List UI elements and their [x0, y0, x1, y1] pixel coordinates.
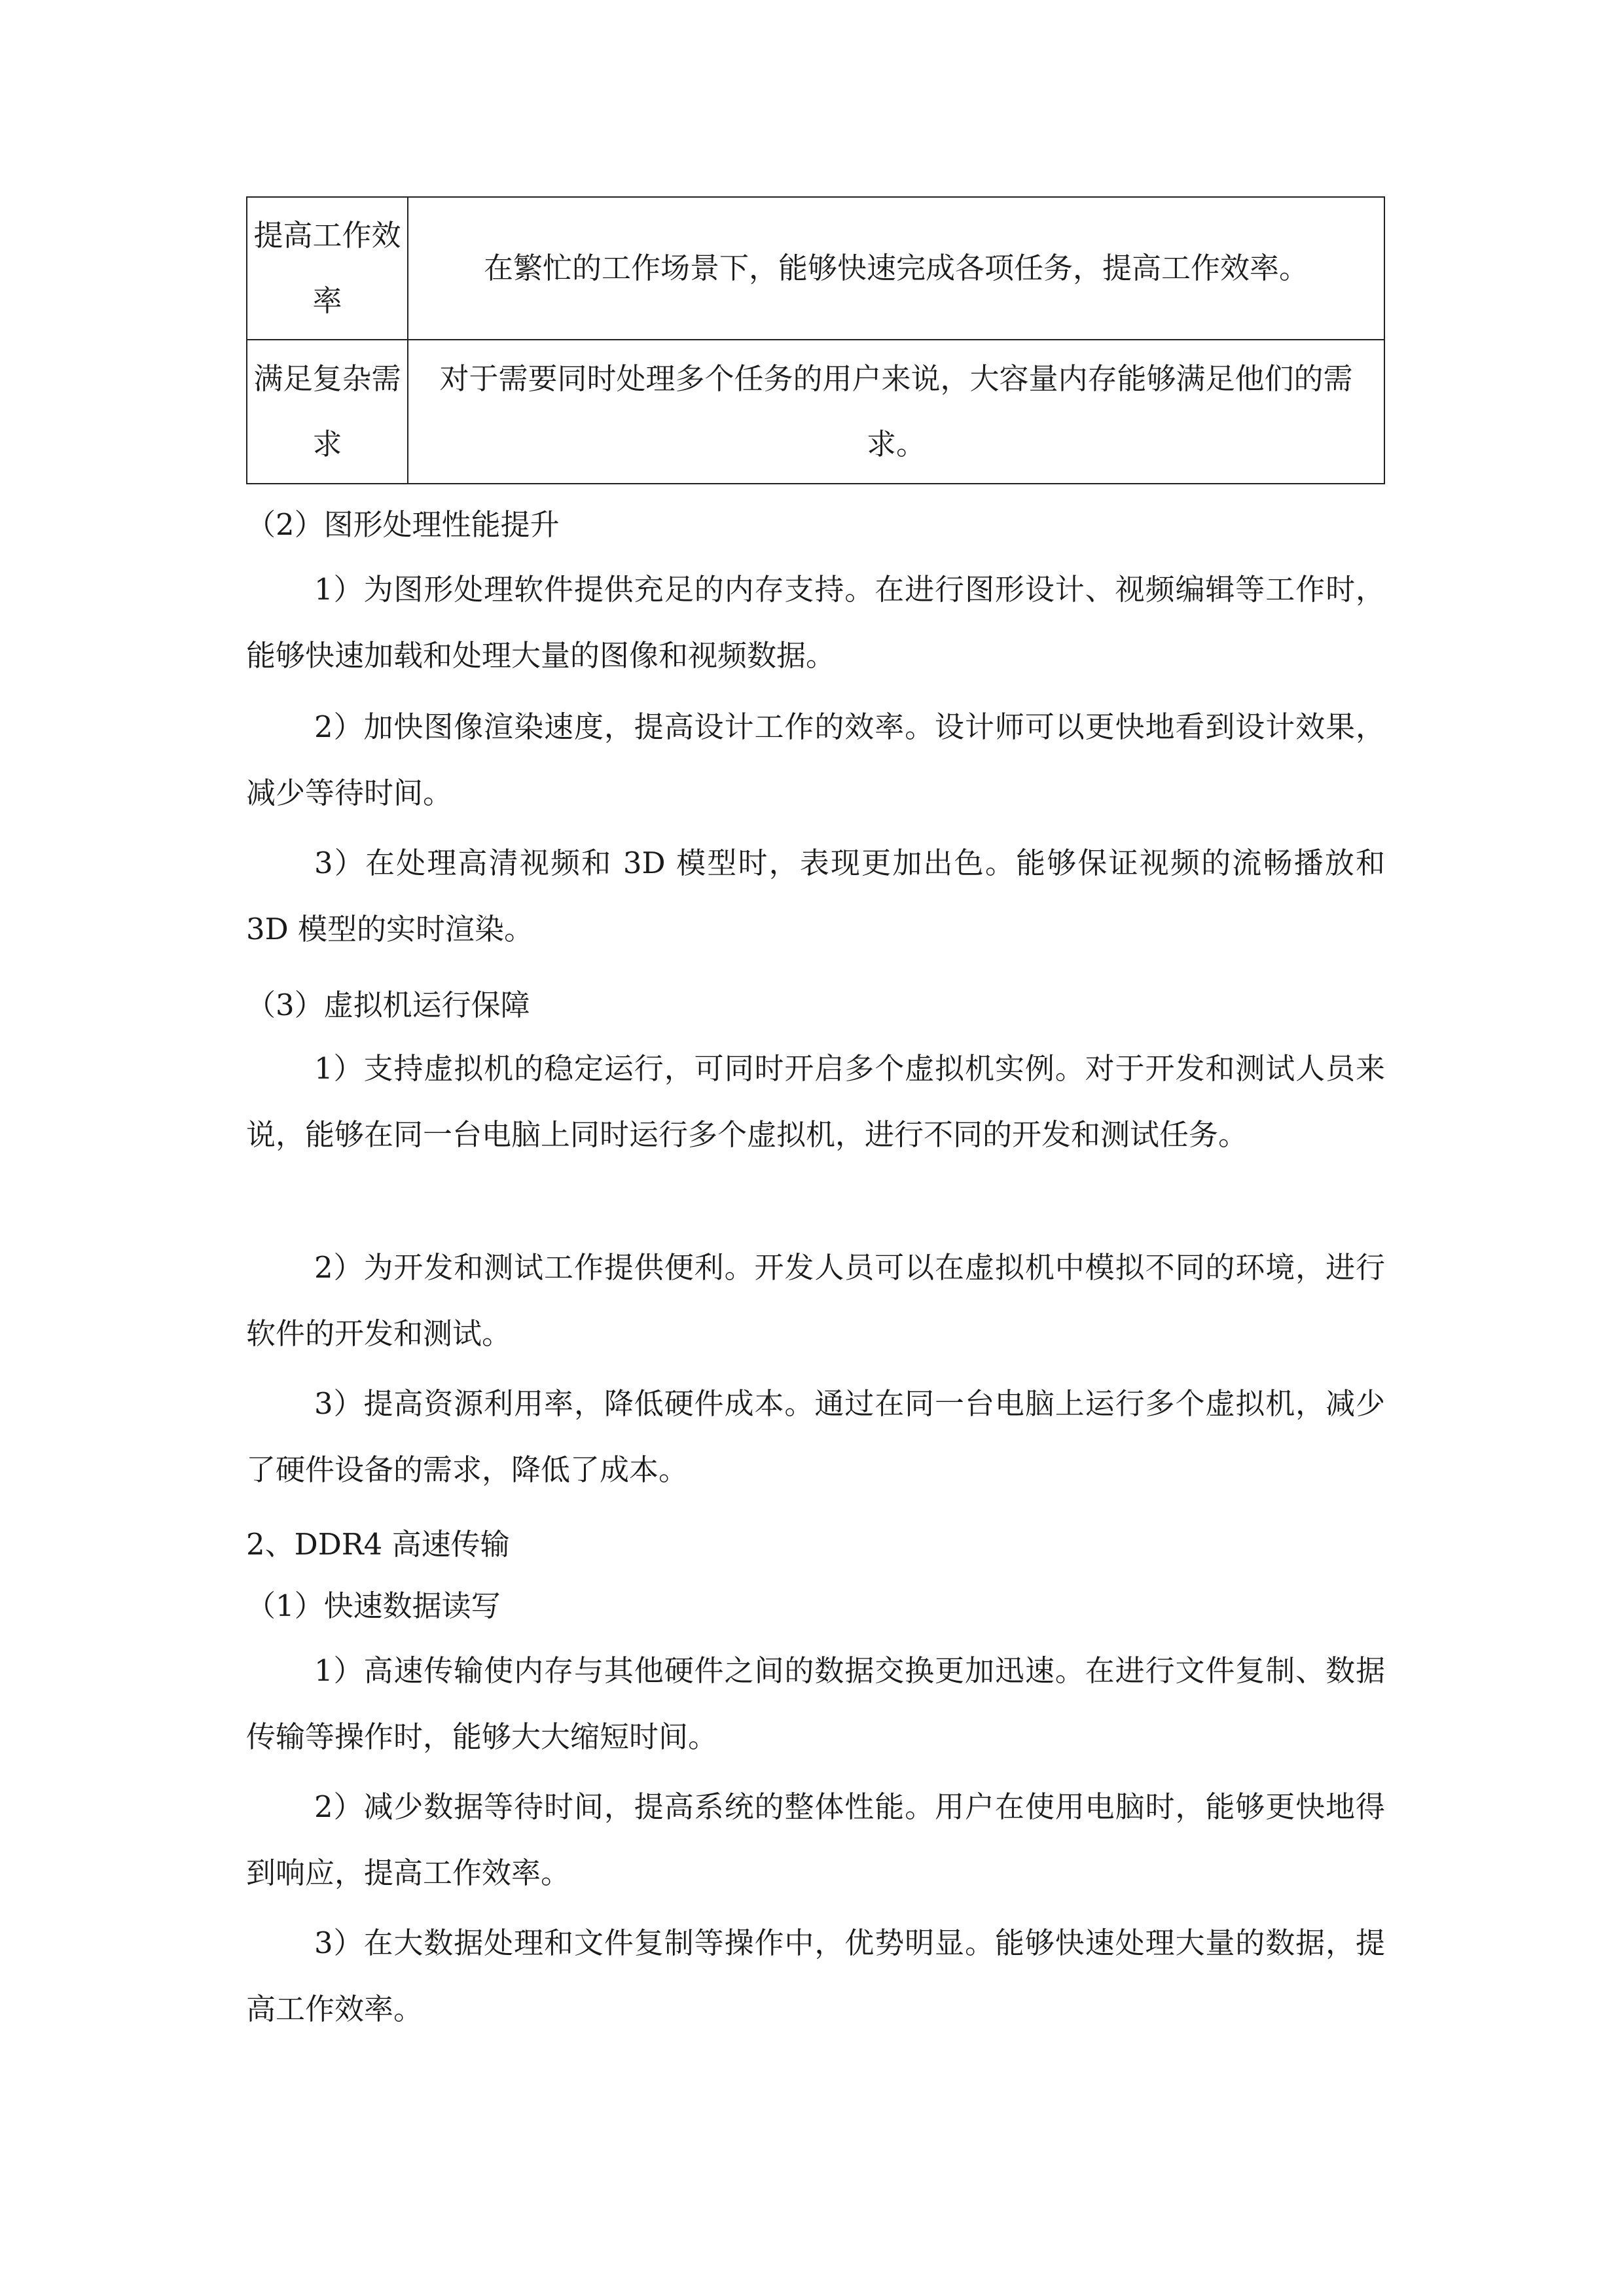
section-heading: （3）虚拟机运行保障	[246, 988, 530, 1022]
section-heading: 2、DDR4 高速传输	[246, 1527, 510, 1562]
table-cell-desc: 对于需要同时处理多个任务的用户来说，大容量内存能够满足他们的需求。	[408, 340, 1384, 484]
paragraph: 3）在大数据处理和文件复制等操作中，优势明显。能够快速处理大量的数据，提高工作效率。	[246, 1926, 1385, 2026]
paragraph: 1）高速传输使内存与其他硬件之间的数据交换更加迅速。在进行文件复制、数据传输等操作时，能够大大缩短时间。	[246, 1653, 1385, 1754]
subsection-heading: （1）快速数据读写	[246, 1588, 501, 1623]
table-row	[247, 197, 1384, 340]
paragraph: 3）在处理高清视频和 3D 模型时，表现更加出色。能够保证视频的流畅播放和 3D 模型的实时渲染。	[246, 846, 1385, 946]
paragraph: 1）为图形处理软件提供充足的内存支持。在进行图形设计、视频编辑等工作时，能够快速加载和处理大量的图像和视频数据。	[246, 572, 1385, 673]
table-cell-desc: 在繁忙的工作场景下，能够快速完成各项任务，提高工作效率。	[408, 197, 1384, 340]
table-cell-label: 提高工作效率	[247, 197, 408, 340]
paragraph: 3）提高资源利用率，降低硬件成本。通过在同一台电脑上运行多个虚拟机，减少了硬件设备的需求，降低了成本。	[246, 1386, 1385, 1487]
paragraph: 2）减少数据等待时间，提高系统的整体性能。用户在使用电脑时，能够更快地得到响应，提高工作效率。	[246, 1789, 1385, 1890]
paragraph: 2）为开发和测试工作提供便利。开发人员可以在虚拟机中模拟不同的环境，进行软件的开发和测试。	[246, 1250, 1385, 1351]
feature-table	[246, 196, 1385, 484]
table-cell-label: 满足复杂需求	[247, 340, 408, 484]
table-row	[247, 340, 1384, 484]
paragraph: 1）支持虚拟机的稳定运行，可同时开启多个虚拟机实例。对于开发和测试人员来说，能够在同一台电脑上同时运行多个虚拟机，进行不同的开发和测试任务。	[246, 1051, 1385, 1152]
paragraph: 2）加快图像渲染速度，提高设计工作的效率。设计师可以更快地看到设计效果，减少等待时间。	[246, 709, 1385, 810]
section-heading: （2）图形处理性能提升	[246, 507, 560, 542]
